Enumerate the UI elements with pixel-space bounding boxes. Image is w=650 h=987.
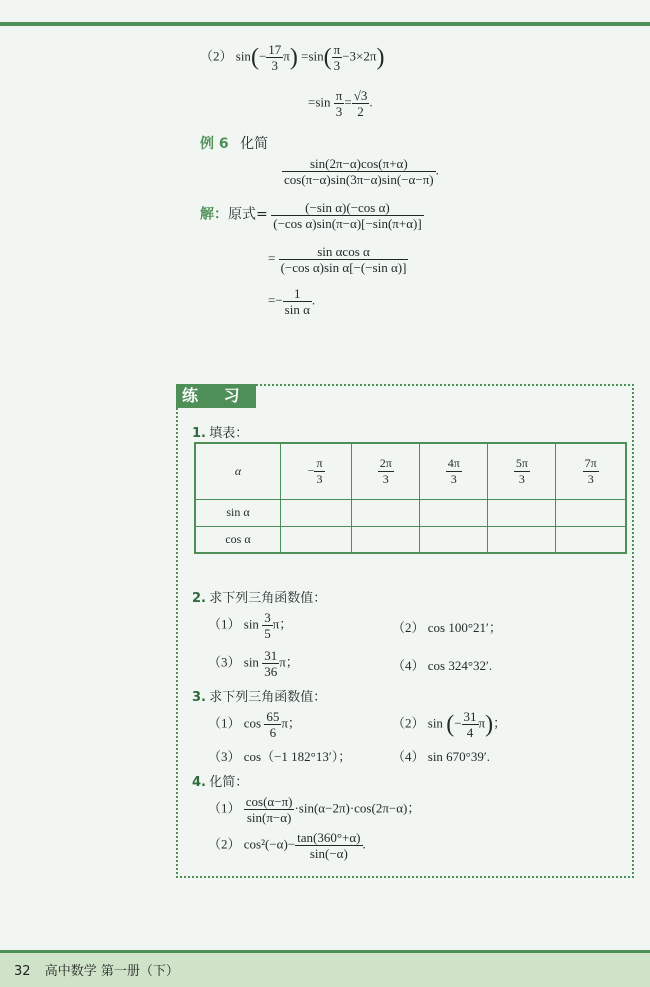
table-header-cell: − $\frac{\pi}{3}$ (281, 443, 352, 499)
book-title: 高中数学 第一册（下） (44, 964, 179, 979)
solution-step2: = $\frac{\text{sin αcos α}}{\text{(−cos α)sin α[−(−sin α)]}}$ (268, 244, 407, 275)
question-2: 2. 求下列三角函数值： (192, 591, 327, 606)
example6-heading (200, 133, 268, 153)
solution-label: 解： (200, 206, 228, 223)
q3-item-4: （4） sin 670°39′. (392, 749, 490, 764)
example5-line2: =sin $\frac{\pi}{3}$ = $\frac{√3}{2}$ . (308, 88, 373, 119)
empty-cell (420, 499, 488, 526)
row-label: sin α (195, 499, 281, 526)
solution-step3: =− $\frac{1}{\text{sin α}}$ . (268, 286, 316, 317)
empty-cell (352, 526, 420, 553)
question-4: 4. 化简： (192, 775, 249, 790)
empty-cell (556, 526, 626, 553)
row-label: cos α (195, 526, 281, 553)
fraction: $\frac{\pi}{3}$ (335, 88, 343, 119)
empty-cell (352, 499, 420, 526)
fraction: $\frac{\sin(2\pi-\alpha)\cos(\pi+\alpha)}{\cos(\pi-\alpha)\sin(3\pi-\alpha)\sin(-\alpha-\pi)}$ (284, 156, 434, 187)
fill-table (194, 442, 627, 554)
empty-cell (420, 526, 488, 553)
q4-item-2: （2） cos²(−α)− $\frac{\tan(360^\circ+\alpha)}{\sin(-\alpha)}$ . (208, 830, 366, 861)
exercise-title: 练 习 (176, 384, 256, 408)
page-number: 32 (14, 964, 31, 979)
empty-cell (488, 526, 556, 553)
q3-item-3: （3） cos（−1 182°13′）； (208, 749, 352, 764)
top-border (0, 0, 650, 26)
q2-item-3: （3） sin $\frac{31}{36}$ π； (208, 648, 299, 679)
table-row (195, 499, 626, 526)
empty-cell (556, 499, 626, 526)
part-label: （2） (200, 48, 233, 64)
table-header-cell: $\frac{7\pi}{3}$ (556, 443, 626, 499)
fn-sin: sin (235, 48, 251, 64)
footer (14, 960, 179, 979)
example-label: 例 6 (200, 136, 229, 152)
example6-expression: $\frac{\sin(2\pi-\alpha)\cos(\pi+\alpha)}{\cos(\pi-\alpha)\sin(3\pi-\alpha)\sin(-\alpha-\pi)}$ . (284, 156, 439, 187)
fraction: $\frac{√3}{2}$ (353, 88, 368, 119)
fraction: $\frac{17}{3}$ (268, 42, 282, 73)
example-title: 化简 (240, 136, 269, 152)
example5-line1: （2） sin(− $\frac{17}{3}$ π) =sin( $\frac{\pi}{3}$ −3×2π) (200, 42, 385, 73)
fraction: $\frac{1}{\text{sin α}}$ (284, 286, 310, 317)
q3-item-2: （2） sin (− $\frac{31}{4}$ π)； (392, 709, 507, 740)
fraction: $\frac{\text{(−sin α)(−cos α)}}{\text{(−cos α)sin(π−α)[−sin(π+α)]}}$ (273, 200, 422, 231)
question-1: 1. 填表： (192, 426, 249, 441)
table-corner: α (195, 443, 281, 499)
table-header-row (195, 443, 626, 499)
table-header-cell: $\frac{4\pi}{3}$ (420, 443, 488, 499)
fraction: $\frac{\pi}{3}$ (333, 42, 341, 73)
table-row (195, 526, 626, 553)
empty-cell (281, 526, 352, 553)
question-3: 3. 求下列三角函数值： (192, 690, 327, 705)
table-header-cell: $\frac{5\pi}{3}$ (488, 443, 556, 499)
solution-step1: 解：原式= $\frac{\text{(−sin α)(−cos α)}}{\text{(−cos α)sin(π−α)[−sin(π+α)]}}$ (200, 200, 422, 231)
q2-item-4: （4） cos 324°32′. (392, 658, 493, 673)
q2-item-1: （1） sin $\frac{3}{5}$ π； (208, 610, 293, 641)
table-header-cell: $\frac{2\pi}{3}$ (352, 443, 420, 499)
fraction: $\frac{\text{sin αcos α}}{\text{(−cos α)sin α[−(−sin α)]}}$ (280, 244, 407, 275)
q2-item-2: （2） cos 100°21′； (392, 620, 502, 635)
empty-cell (281, 499, 352, 526)
empty-cell (488, 499, 556, 526)
q4-item-1: （1） $\frac{\cos(\alpha-\pi)}{\sin(\pi-\alpha)}$ ·sin(α−2π)·cos(2π−α)； (208, 794, 421, 825)
q3-item-1: （1） cos $\frac{65}{6}$ π； (208, 709, 301, 740)
